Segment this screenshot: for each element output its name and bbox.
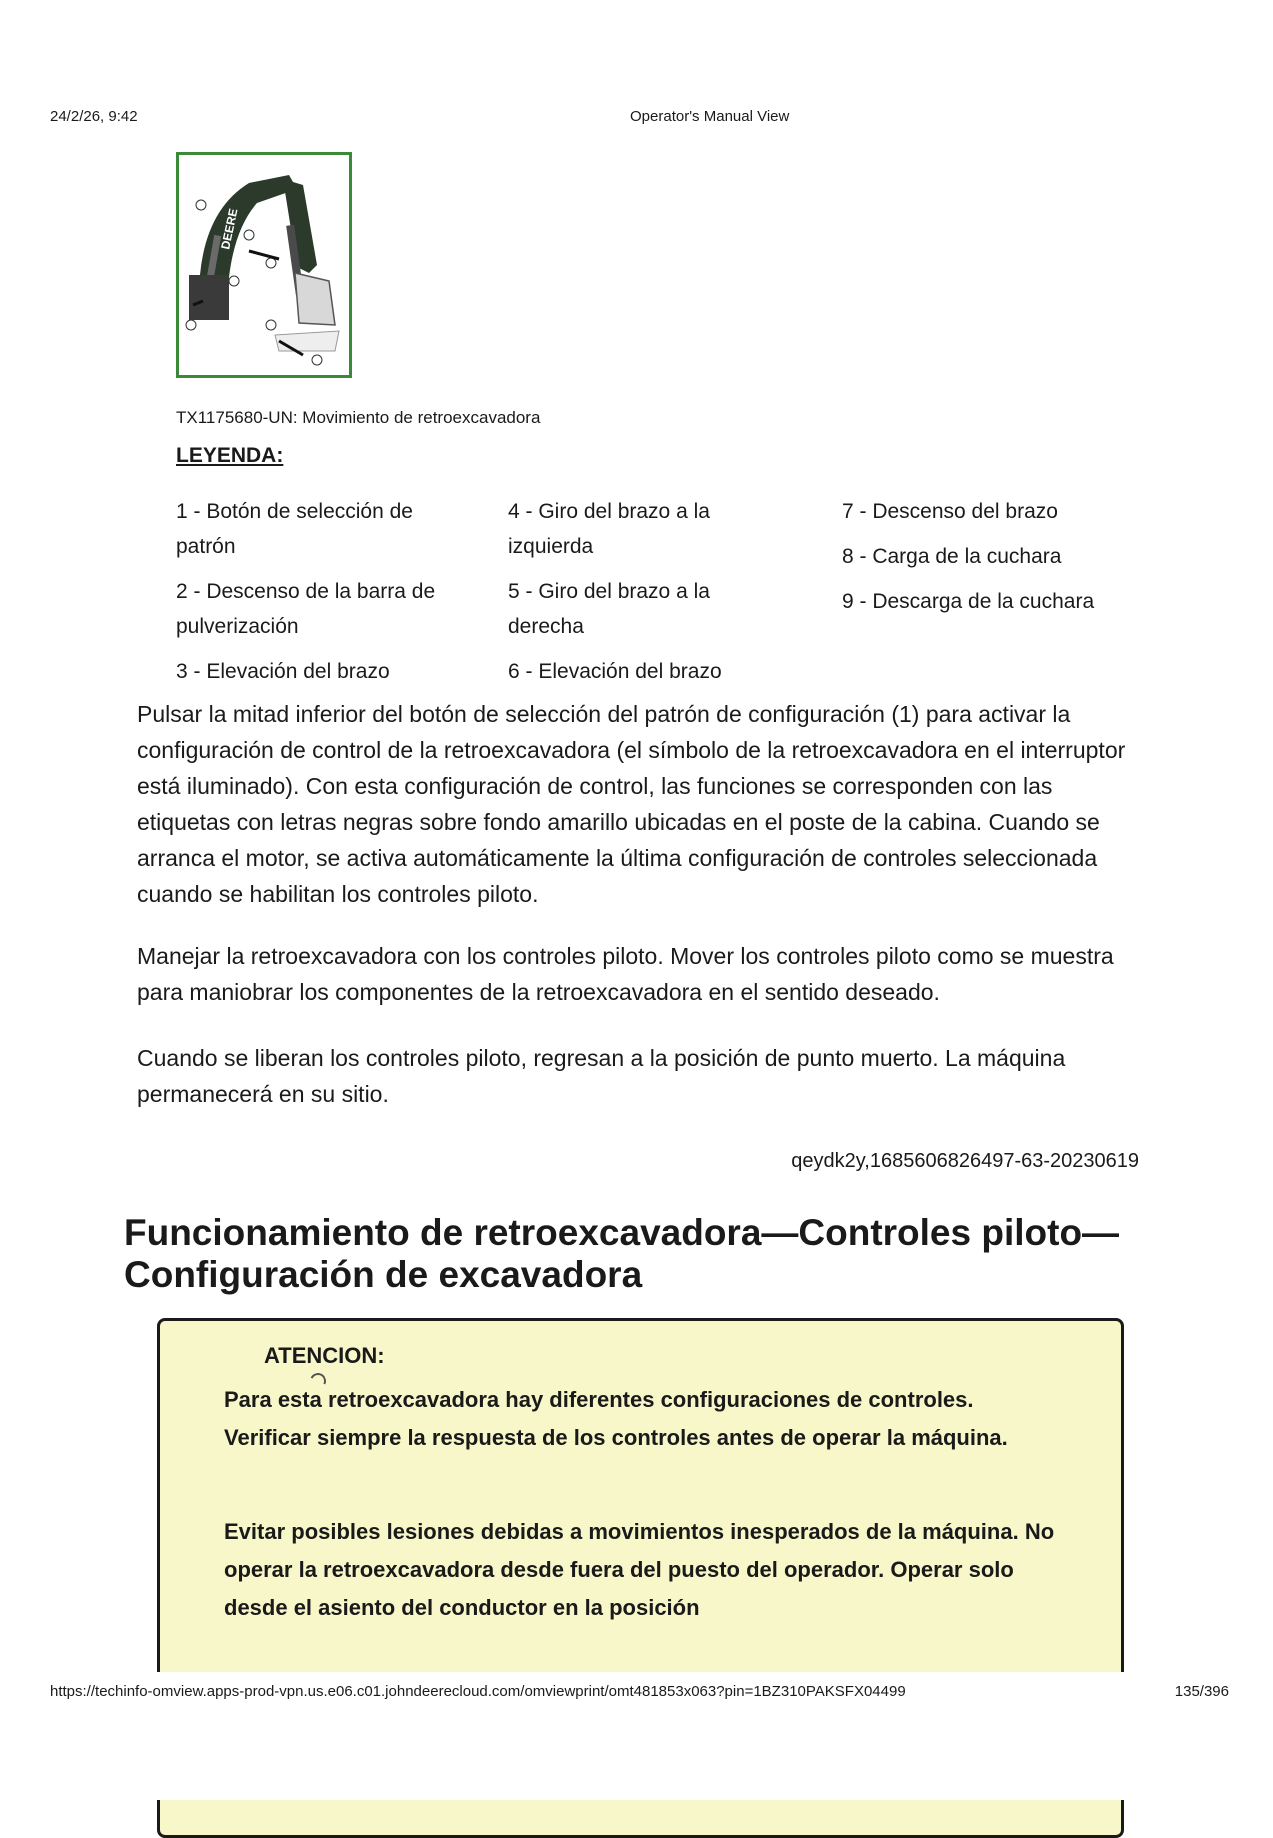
legend-item: 9 - Descarga de la cuchara	[842, 590, 1095, 613]
legend-column-3	[842, 494, 1142, 629]
body-paragraph: Manejar la retroexcavadora con los controles piloto. Mover los controles piloto como se muestra para maniobrar los componentes de la retroexcavadora en el sentido deseado.	[137, 943, 1114, 1005]
legend-item: 7 - Descenso del brazo	[842, 500, 1058, 523]
caution-paragraph: Evitar posibles lesiones debidas a movimientos inesperados de la máquina. No operar la retroexcavadora desde fuera del puesto del operador. Operar solo desde el asiento del conductor en la posición	[224, 1519, 1055, 1620]
page-number: 135/396	[1174, 1683, 1229, 1700]
backhoe-drawing	[179, 155, 349, 375]
caution-paragraph: Para esta retroexcavadora hay diferentes configuraciones de controles. Verificar siempre la respuesta de los controles antes de operar la máquina.	[224, 1387, 1008, 1450]
legend-column-1	[176, 494, 476, 699]
legend-title: LEYENDA:	[176, 444, 284, 467]
legend-item: 8 - Carga de la cuchara	[842, 545, 1062, 568]
legend-item: 1 - Botón de selección de patrón	[176, 500, 413, 558]
legend-item: 2 - Descenso de la barra de pulverización	[176, 580, 436, 638]
page-header-title: Operator's Manual View	[630, 108, 790, 125]
legend-item: 5 - Giro del brazo a la derecha	[508, 580, 710, 638]
caution-header	[236, 1343, 385, 1369]
body-paragraph: Cuando se liberan los controles piloto, regresan a la posición de punto muerto. La máquina permanecerá en su sitio.	[137, 1045, 1066, 1107]
body-paragraph: Pulsar la mitad inferior del botón de selección del patrón de configuración (1) para activar la configuración de control de la retroexcavadora (el símbolo de la retroexcavadora en el interruptor está iluminado). Con esta configuración de control, las funciones se corresponden con las etiquetas con letras negras sobre fondo amarillo ubicadas en el poste de la cabina. Cuando se arranca el motor, se activa automáticamente la última configuración de controles seleccionada cuando se habilitan los controles piloto.	[137, 701, 1126, 907]
caution-label: ATENCION:	[264, 1343, 385, 1368]
print-date: 24/2/26, 9:42	[50, 108, 138, 125]
section-heading: Funcionamiento de retroexcavadora—Controles piloto—Configuración de excavadora	[124, 1212, 1120, 1295]
deere-logo: DEERE	[218, 207, 241, 251]
legend-column-2	[508, 494, 768, 699]
footer-url-link[interactable]: https://techinfo-omview.apps-prod-vpn.us.e06.c01.johndeerecloud.com/omviewprint/omt481853x063?pin=1BZ310PAKSFX04499	[50, 1683, 906, 1700]
document-id: qeydk2y,1685606826497-63-20230619	[791, 1150, 1139, 1172]
figure-caption: TX1175680-UN: Movimiento de retroexcavadora	[176, 408, 541, 427]
legend-item: 3 - Elevación del brazo	[176, 660, 390, 683]
legend-item: 4 - Giro del brazo a la izquierda	[508, 500, 710, 558]
legend-item: 6 - Elevación del brazo	[508, 660, 722, 683]
backhoe-illustration	[176, 152, 352, 378]
